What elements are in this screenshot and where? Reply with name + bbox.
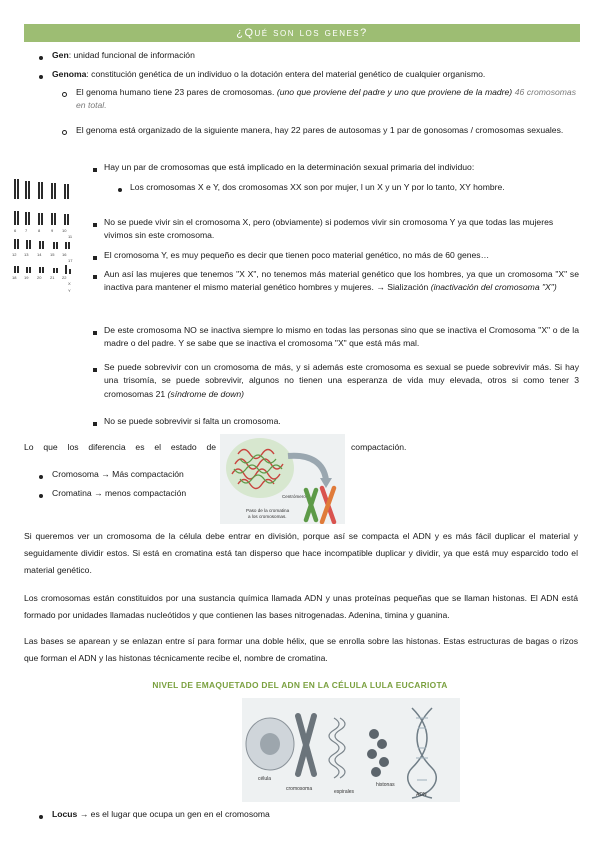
genoma-term: Genoma [52,69,87,79]
humano-total: 46 cromosomas en total. [76,87,577,111]
karyotype-label: 16 [62,252,67,257]
square-bullet-icon [93,275,97,279]
karyotype-label: 14 [37,252,42,257]
square-bullet-icon [93,368,97,372]
bullet-icon [39,56,43,60]
mujeres-item [104,268,579,295]
locus-text: → es el lugar que ocupa un gen en el cromosoma [79,809,270,819]
karyotype-label: 8 [38,228,41,233]
nox-item: No se puede vivir sin el cromosoma X, pero (obviamente) si podemos vivir sin cromosoma Y ya que todas las mujeres vivimos sin este cromosoma. [104,217,554,241]
karyotype-label: 17 [68,258,73,263]
adn-label: ADN [416,792,427,798]
square-bullet-icon [93,223,97,227]
paragraph-bases: Las bases se aparean y se enlazan entre sí para formar una doble hélix, que se enrolla sobre las histonas. Estas estructuras de bagas o rizos que forman el ADN y las histonas técnicamente recibe el, nombre de cromatina. [24,636,578,663]
sindrome-note: (síndrome de down) [167,388,244,399]
genoma-text: : constitución genética de un individuo o la dotación entera del material genético de cualquier organismo. [86,69,486,79]
karyotype-label: 12 [12,252,17,257]
humano-note: (uno que proviene del padre y uno que proviene de la madre) [276,87,513,97]
karyotype-label: 22 [62,275,67,280]
paragraph-division: Si queremos ver un cromosoma de la célula debe entrar en división, porque así se compacta el ADN y es más fácil duplicar el material y seguidamente dividir estos. Si está en cromatina está tan disperso que hace incompatible duplicar y dividir, ya que está muy esparcido todo el material genético. [24,531,578,575]
bullet-icon [39,475,43,479]
square-bullet-icon [93,331,97,335]
mujeres-text: Aun así las mujeres que tenemos "X X", no tenemos más material genético que los hombres, ya que un cromosoma "X" se inactiva para mantener el mismo material genético hombres y mujeres. [104,269,579,293]
y-small-item: El cromosoma Y, es muy pequeño es decir que tienen poco material genético, no más de 60 genes… [104,250,490,260]
falta-item: No se puede sobrevivir si falta un cromosoma. [104,416,281,426]
bullet-icon [118,188,122,192]
paragraph-adn: Los cromosomas están constituidos por una sustancia química llamada ADN y unas proteínas pequeñas que se llaman histonas. El ADN está formado por unidades llamadas nucleótidos y que contienen las bases nitrogenadas. Adenina, timina y guanina. [24,593,578,620]
inactiva-item: De este cromosoma NO se inactiva siempre lo mismo en todas las personas sino que se inactiva el Cromosoma "X" o de la madre o del padre. Y se sabe que se inactiva el cromosoma "X" que está más mal. [104,325,579,349]
karyotype-label: 13 [24,252,29,257]
dna-packaging-figure [242,698,460,802]
karyotype-label: 9 [51,228,54,233]
cromosoma-label: cromosoma [286,786,313,792]
sializacion-text: → Sialización [376,282,429,293]
karyotype-label: Y [68,288,71,293]
histonas-label: histonas [376,782,395,788]
circle-bullet-icon [62,130,67,135]
karyotype-label: 20 [37,275,42,280]
locus-term: Locus [52,809,78,819]
paso-label-1: Paso de la cromatina [246,508,290,513]
inactivacion-note: (inactivación del cromosoma "X") [430,282,557,293]
bullet-icon [39,815,43,819]
chromatin-figure [220,434,345,524]
karyotype-label: 11 [68,234,73,239]
sexual-item: Hay un par de cromosomas que está implicado en la determinación sexual primaria del individuo: [104,162,475,172]
xy-item: Los cromosomas X e Y, dos cromosomas XX son por mujer, l un X y un Y por lo tanto, XY hombre. [130,182,505,192]
karyotype-label: 21 [50,275,55,280]
centromero-label: Centrómero [282,494,306,499]
gen-item [52,49,582,62]
organizado-item: El genoma está organizado de la siguiente manera, hay 22 pares de autosomas y 1 par de gonosomas / cromosomas sexuales. [76,125,564,135]
square-bullet-icon [93,422,97,426]
locus-item [52,808,552,821]
karyotype-figure [12,176,76,300]
circle-bullet-icon [62,92,67,97]
bullet-icon [39,494,43,498]
celula-label: célula [258,776,272,782]
humano-text: El genoma humano tiene 23 pares de cromosomas. [76,87,275,97]
karyotype-label: 6 [14,228,17,233]
espirales-label: espirales [334,789,355,795]
humano-item [76,86,576,113]
page-title: ¿Qué son los genes? [24,24,580,42]
cromatina-item: Cromatina → menos compactación [52,488,187,498]
square-bullet-icon [93,168,97,172]
paso-label-2: a los cromosomas. [248,514,287,519]
karyotype-label: 10 [62,228,67,233]
square-bullet-icon [93,256,97,260]
gen-text: : unidad funcional de información [68,50,195,60]
nivel-heading: NIVEL DE EMAQUETADO DEL ADN EN LA CÉLULA LULA EUCARIOTA [152,680,448,690]
gen-term: Gen [52,50,69,60]
compact-intro-end: compactación. [351,442,407,452]
sobrevivir-text: Se puede sobrevivir con un cromosoma de más, y si además este cromosoma es sexual se puede sobrevivir más. Si hay una trisomía, se puede sobrevivir, algunos no tienen una esperanza de vida muy elevada, otros si como tener 3 cromosomas 21 [104,362,579,399]
karyotype-label: 19 [24,275,29,280]
bullet-icon [39,75,43,79]
karyotype-label: 15 [50,252,55,257]
karyotype-label: X [68,281,71,286]
compact-intro: Lo que los diferencia es el estado de [24,442,216,452]
karyotype-label: 18 [12,275,17,280]
genoma-item [52,68,582,81]
sobrevivir-item [104,361,579,401]
cromosoma-item: Cromosoma → Más compactación [52,469,184,479]
karyotype-label: 7 [25,228,28,233]
